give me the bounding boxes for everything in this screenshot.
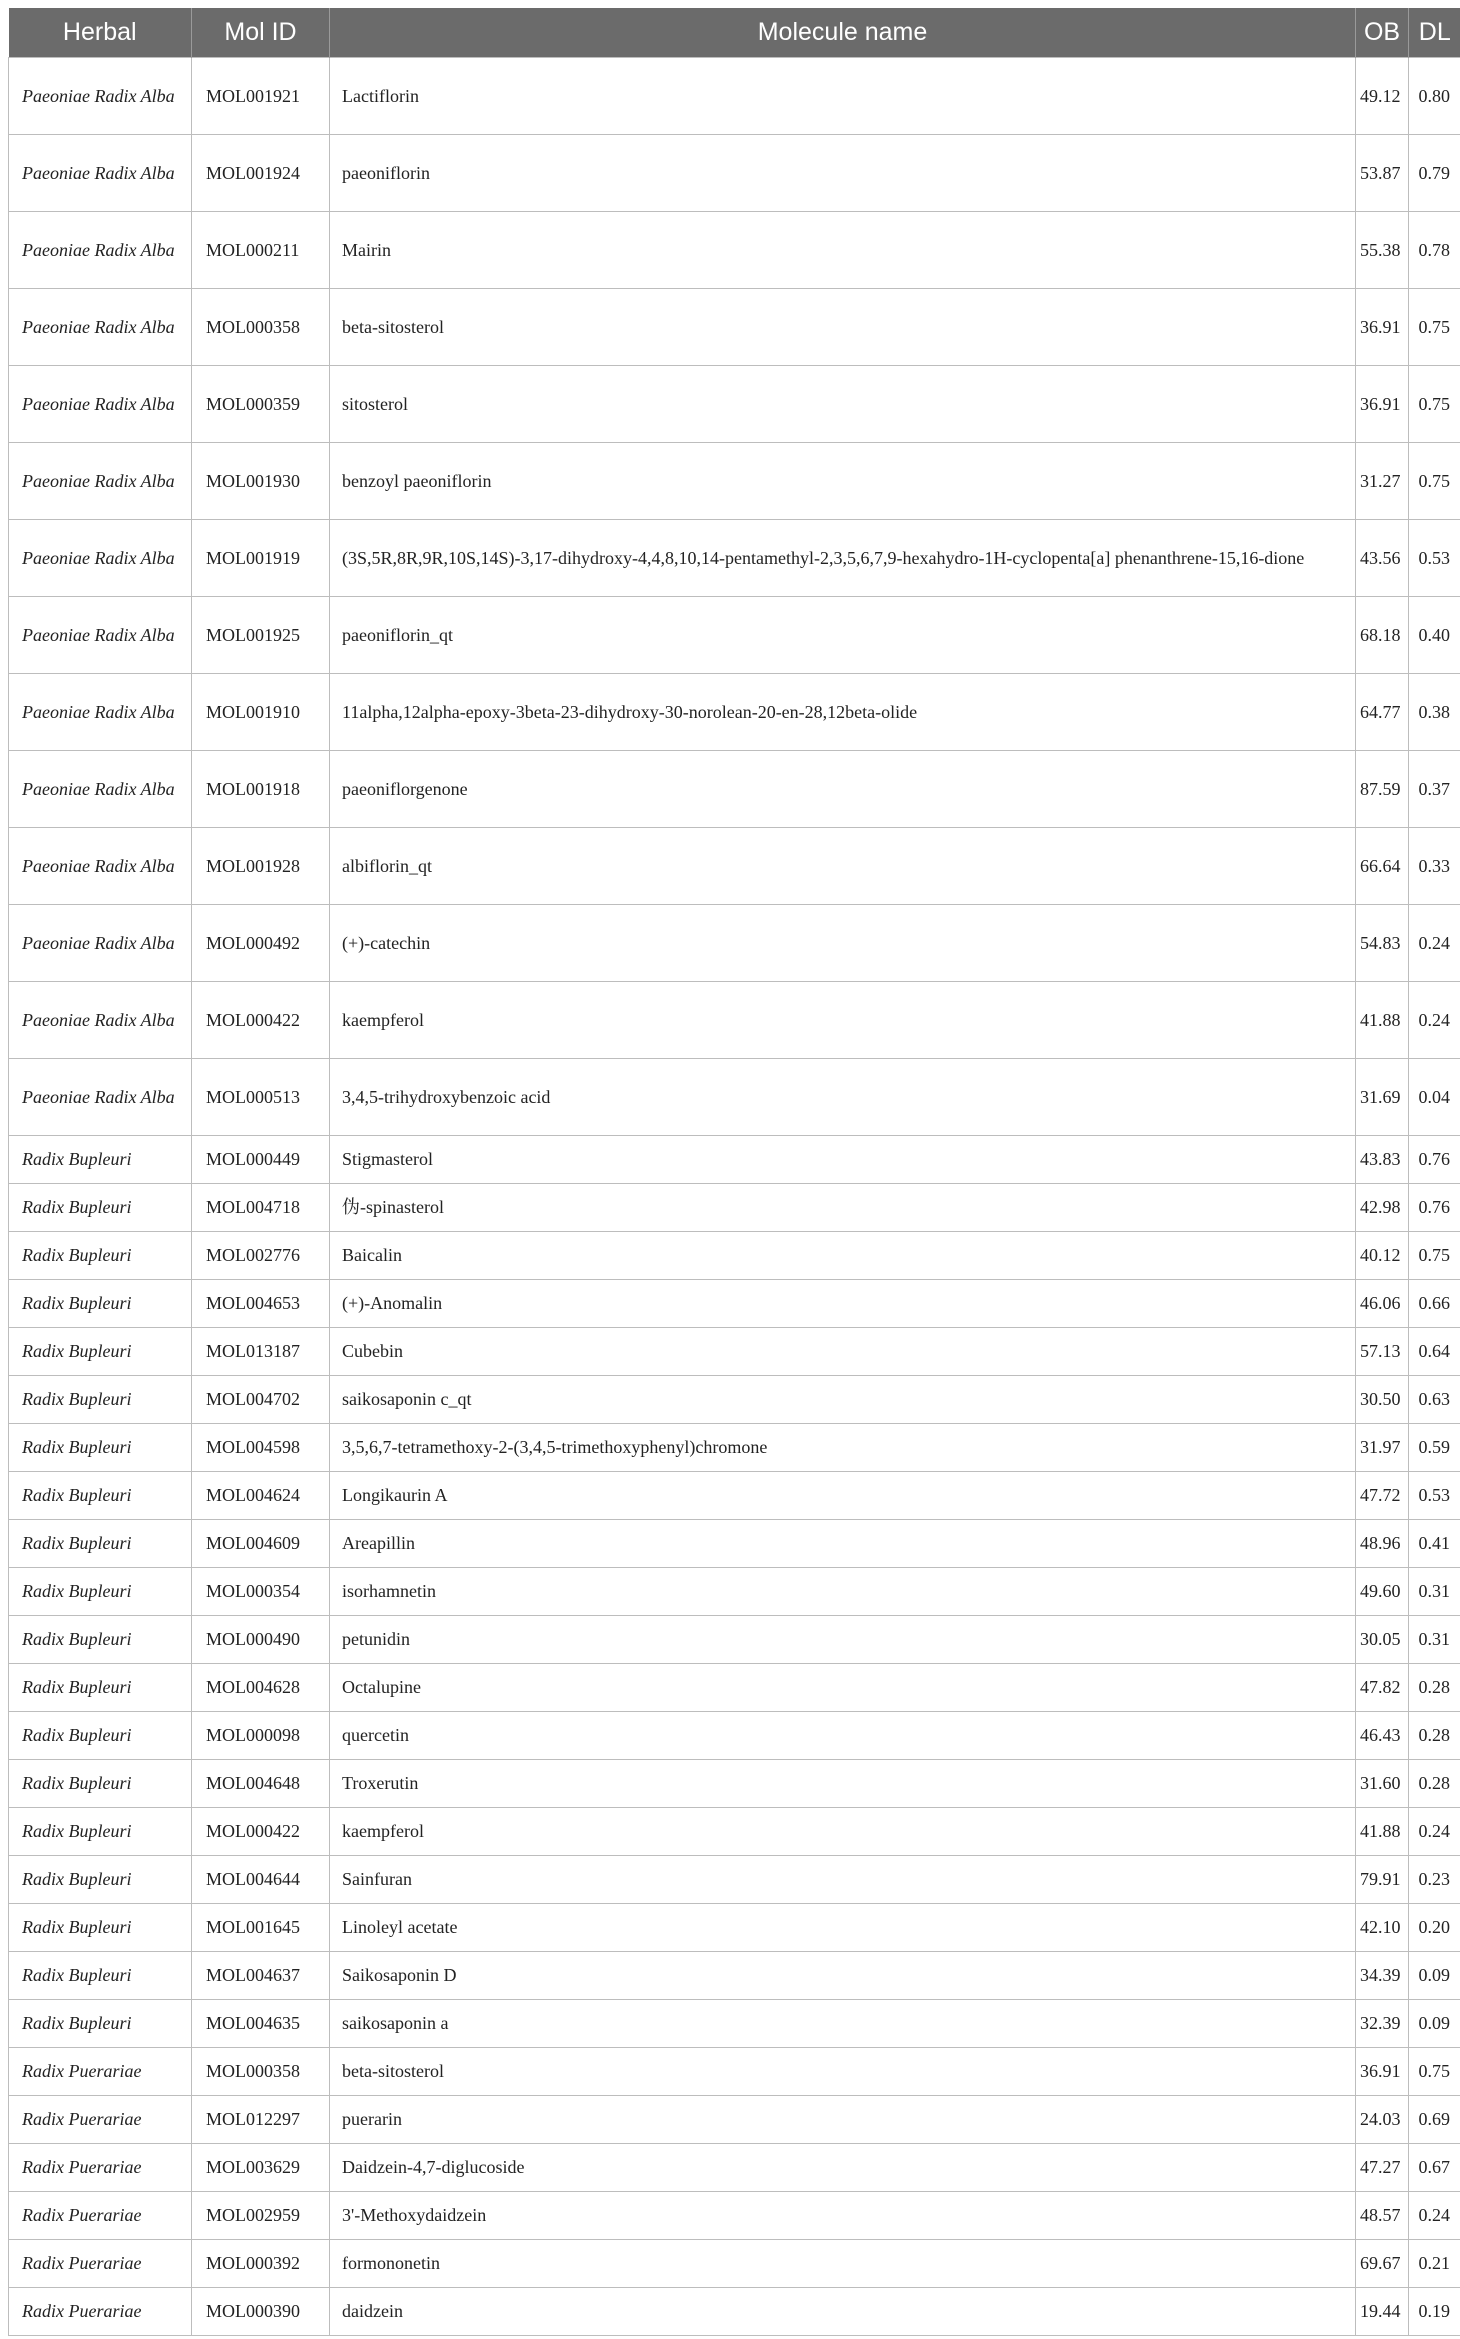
cell-ob: 69.67 [1356,2240,1409,2288]
cell-mol-id: MOL013187 [192,1328,330,1376]
cell-dl: 0.19 [1409,2288,1460,2336]
header-mol-id: Mol ID [192,8,330,58]
header-dl: DL [1409,8,1460,58]
cell-dl: 0.24 [1409,982,1460,1059]
table-row [9,289,1460,366]
cell-molecule-name: Lactiflorin [330,58,1356,135]
cell-ob: 49.60 [1356,1568,1409,1616]
cell-molecule-name: daidzein [330,2288,1356,2336]
cell-ob: 43.56 [1356,520,1409,597]
cell-dl: 0.24 [1409,1808,1460,1856]
cell-mol-id: MOL000422 [192,1808,330,1856]
cell-ob: 47.82 [1356,1664,1409,1712]
cell-mol-id: MOL001918 [192,751,330,828]
cell-dl: 0.75 [1409,443,1460,520]
cell-herbal: Radix Bupleuri [9,1376,192,1424]
cell-herbal: Radix Bupleuri [9,1520,192,1568]
cell-mol-id: MOL000359 [192,366,330,443]
cell-dl: 0.41 [1409,1520,1460,1568]
cell-mol-id: MOL012297 [192,2096,330,2144]
table-row [9,1328,1460,1376]
cell-ob: 48.96 [1356,1520,1409,1568]
cell-dl: 0.76 [1409,1184,1460,1232]
cell-molecule-name: Cubebin [330,1328,1356,1376]
cell-herbal: Paeoniae Radix Alba [9,212,192,289]
cell-herbal: Radix Bupleuri [9,1280,192,1328]
cell-ob: 40.12 [1356,1232,1409,1280]
cell-mol-id: MOL001645 [192,1904,330,1952]
cell-herbal: Paeoniae Radix Alba [9,1059,192,1136]
table-row [9,1568,1460,1616]
cell-dl: 0.75 [1409,289,1460,366]
table-row [9,674,1460,751]
header-molecule-name: Molecule name [330,8,1356,58]
cell-mol-id: MOL000211 [192,212,330,289]
cell-herbal: Paeoniae Radix Alba [9,982,192,1059]
cell-dl: 0.66 [1409,1280,1460,1328]
cell-molecule-name: Baicalin [330,1232,1356,1280]
cell-mol-id: MOL000390 [192,2288,330,2336]
cell-dl: 0.78 [1409,212,1460,289]
cell-ob: 46.06 [1356,1280,1409,1328]
cell-herbal: Radix Bupleuri [9,1472,192,1520]
table-header-row [9,8,1460,58]
cell-mol-id: MOL004648 [192,1760,330,1808]
cell-herbal: Radix Bupleuri [9,1664,192,1712]
cell-ob: 68.18 [1356,597,1409,674]
table-row [9,2240,1460,2288]
cell-herbal: Radix Bupleuri [9,1184,192,1232]
cell-molecule-name: formononetin [330,2240,1356,2288]
cell-herbal: Paeoniae Radix Alba [9,289,192,366]
cell-dl: 0.79 [1409,135,1460,212]
cell-mol-id: MOL000354 [192,1568,330,1616]
cell-molecule-name: (3S,5R,8R,9R,10S,14S)-3,17-dihydroxy-4,4,8,10,14-pentamethyl-2,3,5,6,7,9-hexahydro-1H-cyclopenta[a] phenanthrene-15,16-dione [330,520,1356,597]
table-body [9,58,1460,2336]
cell-molecule-name: paeoniflorin_qt [330,597,1356,674]
cell-ob: 42.98 [1356,1184,1409,1232]
table-row [9,905,1460,982]
cell-ob: 46.43 [1356,1712,1409,1760]
cell-dl: 0.59 [1409,1424,1460,1472]
cell-herbal: Paeoniae Radix Alba [9,674,192,751]
cell-mol-id: MOL004635 [192,2000,330,2048]
cell-mol-id: MOL001925 [192,597,330,674]
cell-mol-id: MOL004609 [192,1520,330,1568]
cell-mol-id: MOL001924 [192,135,330,212]
table-row [9,1664,1460,1712]
cell-molecule-name: Mairin [330,212,1356,289]
cell-ob: 32.39 [1356,2000,1409,2048]
cell-herbal: Radix Bupleuri [9,1136,192,1184]
table-row [9,1856,1460,1904]
cell-dl: 0.20 [1409,1904,1460,1952]
table-row [9,1904,1460,1952]
header-ob: OB [1356,8,1409,58]
cell-ob: 36.91 [1356,2048,1409,2096]
cell-molecule-name: Longikaurin A [330,1472,1356,1520]
cell-mol-id: MOL002959 [192,2192,330,2240]
cell-molecule-name: puerarin [330,2096,1356,2144]
table-row [9,1808,1460,1856]
cell-ob: 31.27 [1356,443,1409,520]
cell-dl: 0.40 [1409,597,1460,674]
cell-herbal: Paeoniae Radix Alba [9,366,192,443]
cell-mol-id: MOL000449 [192,1136,330,1184]
cell-molecule-name: beta-sitosterol [330,289,1356,366]
cell-herbal: Radix Puerariae [9,2240,192,2288]
cell-herbal: Radix Bupleuri [9,2000,192,2048]
cell-molecule-name: 3,4,5-trihydroxybenzoic acid [330,1059,1356,1136]
cell-molecule-name: paeoniflorin [330,135,1356,212]
cell-molecule-name: saikosaponin a [330,2000,1356,2048]
cell-ob: 34.39 [1356,1952,1409,2000]
cell-ob: 41.88 [1356,1808,1409,1856]
header-herbal: Herbal [9,8,192,58]
cell-ob: 31.97 [1356,1424,1409,1472]
cell-molecule-name: Troxerutin [330,1760,1356,1808]
cell-ob: 41.88 [1356,982,1409,1059]
table-row [9,2288,1460,2336]
cell-molecule-name: Saikosaponin D [330,1952,1356,2000]
cell-ob: 30.05 [1356,1616,1409,1664]
table-row [9,2048,1460,2096]
cell-mol-id: MOL001921 [192,58,330,135]
cell-ob: 30.50 [1356,1376,1409,1424]
table-row [9,1712,1460,1760]
cell-herbal: Radix Bupleuri [9,1760,192,1808]
cell-herbal: Paeoniae Radix Alba [9,58,192,135]
cell-dl: 0.67 [1409,2144,1460,2192]
table-row [9,982,1460,1059]
cell-dl: 0.69 [1409,2096,1460,2144]
cell-molecule-name: Sainfuran [330,1856,1356,1904]
cell-herbal: Radix Bupleuri [9,1616,192,1664]
cell-herbal: Paeoniae Radix Alba [9,905,192,982]
cell-herbal: Radix Bupleuri [9,1856,192,1904]
cell-molecule-name: 11alpha,12alpha-epoxy-3beta-23-dihydroxy-30-norolean-20-en-28,12beta-olide [330,674,1356,751]
table-row [9,1424,1460,1472]
cell-ob: 87.59 [1356,751,1409,828]
cell-herbal: Radix Bupleuri [9,1232,192,1280]
cell-molecule-name: albiflorin_qt [330,828,1356,905]
table-row [9,1472,1460,1520]
table-row [9,1376,1460,1424]
cell-molecule-name: Octalupine [330,1664,1356,1712]
cell-dl: 0.75 [1409,2048,1460,2096]
cell-molecule-name: 伪-spinasterol [330,1184,1356,1232]
cell-herbal: Paeoniae Radix Alba [9,751,192,828]
cell-dl: 0.24 [1409,905,1460,982]
cell-ob: 48.57 [1356,2192,1409,2240]
table-row [9,1760,1460,1808]
table-row [9,366,1460,443]
cell-mol-id: MOL000358 [192,2048,330,2096]
cell-herbal: Radix Bupleuri [9,1712,192,1760]
cell-herbal: Paeoniae Radix Alba [9,520,192,597]
table-row [9,2096,1460,2144]
cell-mol-id: MOL004637 [192,1952,330,2000]
cell-dl: 0.64 [1409,1328,1460,1376]
cell-mol-id: MOL000392 [192,2240,330,2288]
cell-dl: 0.23 [1409,1856,1460,1904]
cell-molecule-name: quercetin [330,1712,1356,1760]
cell-mol-id: MOL004628 [192,1664,330,1712]
table-row [9,443,1460,520]
cell-herbal: Radix Bupleuri [9,1424,192,1472]
cell-dl: 0.31 [1409,1568,1460,1616]
cell-mol-id: MOL004644 [192,1856,330,1904]
cell-mol-id: MOL000098 [192,1712,330,1760]
cell-mol-id: MOL000492 [192,905,330,982]
table-row [9,520,1460,597]
cell-dl: 0.53 [1409,1472,1460,1520]
cell-herbal: Paeoniae Radix Alba [9,443,192,520]
cell-dl: 0.63 [1409,1376,1460,1424]
cell-mol-id: MOL000358 [192,289,330,366]
table-row [9,58,1460,135]
cell-ob: 31.60 [1356,1760,1409,1808]
cell-dl: 0.24 [1409,2192,1460,2240]
cell-dl: 0.38 [1409,674,1460,751]
cell-mol-id: MOL004624 [192,1472,330,1520]
cell-ob: 43.83 [1356,1136,1409,1184]
cell-dl: 0.21 [1409,2240,1460,2288]
cell-mol-id: MOL000513 [192,1059,330,1136]
table-row [9,1616,1460,1664]
cell-dl: 0.04 [1409,1059,1460,1136]
cell-herbal: Paeoniae Radix Alba [9,135,192,212]
cell-dl: 0.09 [1409,2000,1460,2048]
table-row [9,1952,1460,2000]
cell-dl: 0.09 [1409,1952,1460,2000]
cell-herbal: Paeoniae Radix Alba [9,597,192,674]
cell-mol-id: MOL000422 [192,982,330,1059]
cell-ob: 55.38 [1356,212,1409,289]
cell-herbal: Radix Puerariae [9,2096,192,2144]
cell-herbal: Radix Bupleuri [9,1328,192,1376]
cell-mol-id: MOL001930 [192,443,330,520]
cell-molecule-name: kaempferol [330,1808,1356,1856]
cell-ob: 36.91 [1356,366,1409,443]
table-row [9,1232,1460,1280]
cell-dl: 0.28 [1409,1760,1460,1808]
cell-mol-id: MOL001928 [192,828,330,905]
cell-mol-id: MOL004598 [192,1424,330,1472]
cell-herbal: Radix Puerariae [9,2192,192,2240]
cell-ob: 31.69 [1356,1059,1409,1136]
cell-molecule-name: beta-sitosterol [330,2048,1356,2096]
cell-molecule-name: Areapillin [330,1520,1356,1568]
cell-mol-id: MOL004653 [192,1280,330,1328]
table-row [9,751,1460,828]
table-row [9,597,1460,674]
table-row [9,1059,1460,1136]
cell-ob: 19.44 [1356,2288,1409,2336]
cell-ob: 79.91 [1356,1856,1409,1904]
cell-ob: 47.27 [1356,2144,1409,2192]
table-row [9,1520,1460,1568]
cell-dl: 0.33 [1409,828,1460,905]
cell-molecule-name: paeoniflorgenone [330,751,1356,828]
cell-molecule-name: Stigmasterol [330,1136,1356,1184]
cell-dl: 0.28 [1409,1664,1460,1712]
cell-molecule-name: (+)-Anomalin [330,1280,1356,1328]
cell-ob: 49.12 [1356,58,1409,135]
table-row [9,2192,1460,2240]
cell-mol-id: MOL001919 [192,520,330,597]
cell-dl: 0.28 [1409,1712,1460,1760]
molecule-table [8,8,1460,2336]
table-row [9,1184,1460,1232]
cell-molecule-name: 3,5,6,7-tetramethoxy-2-(3,4,5-trimethoxyphenyl)chromone [330,1424,1356,1472]
cell-molecule-name: petunidin [330,1616,1356,1664]
table-row [9,2000,1460,2048]
cell-dl: 0.31 [1409,1616,1460,1664]
table-row [9,828,1460,905]
cell-dl: 0.76 [1409,1136,1460,1184]
cell-ob: 66.64 [1356,828,1409,905]
cell-ob: 57.13 [1356,1328,1409,1376]
cell-molecule-name: saikosaponin c_qt [330,1376,1356,1424]
cell-molecule-name: kaempferol [330,982,1356,1059]
table-row [9,135,1460,212]
cell-mol-id: MOL000490 [192,1616,330,1664]
cell-dl: 0.53 [1409,520,1460,597]
cell-ob: 53.87 [1356,135,1409,212]
cell-dl: 0.37 [1409,751,1460,828]
cell-herbal: Radix Bupleuri [9,1808,192,1856]
cell-herbal: Radix Bupleuri [9,1952,192,2000]
cell-mol-id: MOL002776 [192,1232,330,1280]
cell-ob: 24.03 [1356,2096,1409,2144]
cell-molecule-name: isorhamnetin [330,1568,1356,1616]
cell-dl: 0.75 [1409,366,1460,443]
cell-ob: 36.91 [1356,289,1409,366]
cell-herbal: Radix Bupleuri [9,1568,192,1616]
cell-mol-id: MOL001910 [192,674,330,751]
cell-ob: 42.10 [1356,1904,1409,1952]
cell-ob: 64.77 [1356,674,1409,751]
cell-molecule-name: (+)-catechin [330,905,1356,982]
cell-ob: 54.83 [1356,905,1409,982]
cell-molecule-name: Daidzein-4,7-diglucoside [330,2144,1356,2192]
cell-dl: 0.75 [1409,1232,1460,1280]
cell-molecule-name: sitosterol [330,366,1356,443]
cell-herbal: Paeoniae Radix Alba [9,828,192,905]
cell-dl: 0.80 [1409,58,1460,135]
cell-molecule-name: 3'-Methoxydaidzein [330,2192,1356,2240]
cell-ob: 47.72 [1356,1472,1409,1520]
cell-herbal: Radix Bupleuri [9,1904,192,1952]
cell-herbal: Radix Puerariae [9,2288,192,2336]
cell-herbal: Radix Puerariae [9,2144,192,2192]
cell-mol-id: MOL004702 [192,1376,330,1424]
cell-mol-id: MOL003629 [192,2144,330,2192]
cell-herbal: Radix Puerariae [9,2048,192,2096]
table-row [9,1280,1460,1328]
table-row [9,2144,1460,2192]
cell-molecule-name: benzoyl paeoniflorin [330,443,1356,520]
table-row [9,1136,1460,1184]
molecule-table-container [8,8,1460,2336]
cell-mol-id: MOL004718 [192,1184,330,1232]
cell-molecule-name: Linoleyl acetate [330,1904,1356,1952]
table-row [9,212,1460,289]
